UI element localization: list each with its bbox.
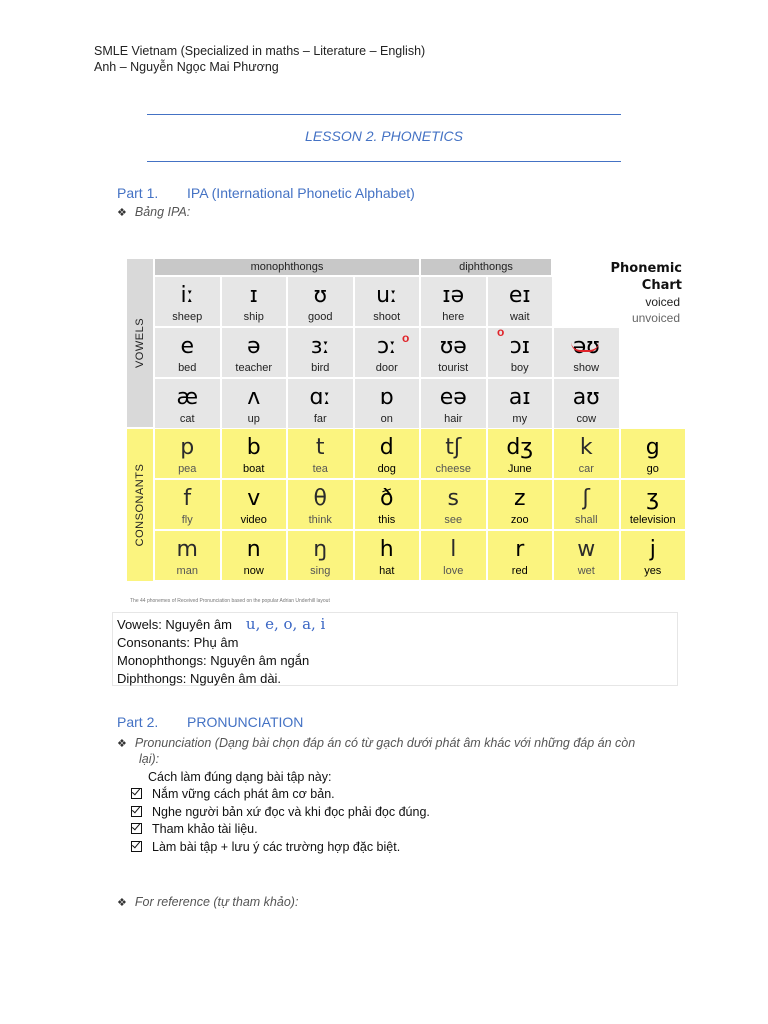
annotation-mark-boy: o bbox=[497, 325, 505, 339]
example-word: hair bbox=[444, 413, 463, 425]
example-word: yes bbox=[644, 565, 662, 577]
phoneme-symbol: m bbox=[176, 537, 198, 562]
part2-number: Part 2. bbox=[117, 714, 159, 730]
phoneme-symbol: aɪ bbox=[508, 385, 531, 410]
example-word: man bbox=[176, 565, 198, 577]
legend-voiced: voiced bbox=[645, 295, 680, 309]
diamond-bullet-icon: ❖ bbox=[117, 738, 127, 750]
note-vowels-ipa: u, e, o, a, i bbox=[245, 615, 326, 633]
phoneme-cell bbox=[287, 479, 354, 530]
example-word: sing bbox=[310, 565, 331, 577]
example-word: up bbox=[247, 413, 260, 425]
diamond-bullet-icon: ❖ bbox=[117, 207, 127, 219]
phoneme-cell bbox=[553, 479, 620, 530]
checklist-item bbox=[131, 804, 430, 822]
checklist-item-text: Nắm vững cách phát âm cơ bản. bbox=[152, 787, 335, 801]
phoneme-symbol: əʊ bbox=[572, 334, 600, 359]
checklist-item-text: Tham khảo tài liệu. bbox=[152, 822, 258, 836]
example-word: boy bbox=[510, 362, 529, 374]
phoneme-symbol: ə bbox=[246, 334, 261, 359]
phoneme-cell bbox=[287, 428, 354, 479]
example-word: wait bbox=[509, 311, 530, 323]
phoneme-cell bbox=[154, 276, 221, 327]
phoneme-symbol: w bbox=[577, 537, 596, 562]
phoneme-symbol: ɜː bbox=[310, 334, 330, 359]
checklist-item bbox=[131, 839, 430, 857]
legend-unvoiced: unvoiced bbox=[631, 311, 680, 325]
checklist-item bbox=[131, 821, 430, 839]
phoneme-symbol: n bbox=[246, 537, 261, 562]
phoneme-cell bbox=[354, 276, 421, 327]
example-word: wet bbox=[577, 565, 595, 577]
example-word: good bbox=[308, 311, 333, 323]
phoneme-cell bbox=[487, 378, 554, 429]
example-word: dog bbox=[377, 463, 396, 475]
phoneme-cell bbox=[620, 479, 687, 530]
example-word: think bbox=[308, 514, 332, 526]
note-diphthongs: Diphthongs: Nguyên âm dài. bbox=[117, 671, 282, 686]
vowels-side-label: VOWELS bbox=[126, 258, 154, 428]
phoneme-symbol: θ bbox=[313, 486, 327, 511]
example-word: my bbox=[512, 413, 528, 425]
phoneme-cell bbox=[553, 378, 620, 429]
title-rule-bottom bbox=[147, 161, 621, 162]
example-word: pea bbox=[178, 463, 197, 475]
phoneme-cell bbox=[354, 327, 421, 378]
phoneme-symbol: ð bbox=[380, 486, 394, 511]
chart-caption: The 44 phonemes of Received Pronunciation based on the popular Adrian Underhill layout bbox=[130, 598, 330, 604]
ipa-phonemic-chart bbox=[116, 234, 688, 610]
phoneme-symbol: ɪə bbox=[442, 283, 465, 308]
example-word: June bbox=[507, 463, 532, 475]
phoneme-symbol: aʊ bbox=[572, 385, 600, 410]
phoneme-cell bbox=[487, 276, 554, 327]
phoneme-cell bbox=[354, 479, 421, 530]
example-word: love bbox=[443, 565, 464, 577]
phoneme-cell bbox=[221, 327, 288, 378]
phoneme-cell bbox=[620, 530, 687, 581]
phoneme-cell bbox=[221, 428, 288, 479]
phoneme-symbol: v bbox=[247, 486, 261, 511]
example-word: cow bbox=[576, 413, 597, 425]
part2-title: PRONUNCIATION bbox=[187, 714, 304, 730]
phoneme-symbol: eɪ bbox=[508, 283, 531, 308]
example-word: cat bbox=[179, 413, 195, 425]
phoneme-symbol: ɒ bbox=[379, 385, 394, 410]
phoneme-symbol: ʌ bbox=[247, 385, 261, 410]
phoneme-symbol: ʃ bbox=[582, 486, 590, 511]
phoneme-cell bbox=[420, 530, 487, 581]
phoneme-cell bbox=[487, 428, 554, 479]
note-vowels-text: Vowels: Nguyên âm bbox=[117, 617, 232, 632]
phoneme-symbol: e bbox=[180, 334, 195, 359]
checklist-item bbox=[131, 786, 430, 804]
phoneme-symbol: k bbox=[579, 435, 593, 460]
reference-text: For reference (tự tham khảo): bbox=[134, 895, 299, 909]
checklist bbox=[131, 786, 430, 856]
diamond-bullet-icon: ❖ bbox=[117, 897, 127, 909]
note-monophthongs: Monophthongs: Nguyên âm ngắn bbox=[117, 653, 310, 668]
phoneme-symbol: d bbox=[379, 435, 394, 460]
method-intro: Cách làm đúng dạng bài tập này: bbox=[148, 770, 332, 784]
part2-heading bbox=[117, 714, 303, 730]
example-word: on bbox=[380, 413, 393, 425]
example-word: show bbox=[573, 362, 600, 374]
phoneme-cell bbox=[154, 479, 221, 530]
phoneme-cell bbox=[487, 530, 554, 581]
reference-bullet bbox=[117, 895, 298, 909]
checkbox-checked-icon bbox=[131, 841, 142, 852]
phoneme-cell bbox=[221, 479, 288, 530]
phoneme-symbol: æ bbox=[176, 385, 199, 410]
example-word: here bbox=[442, 311, 465, 323]
example-word: bed bbox=[178, 362, 197, 374]
phoneme-cell bbox=[620, 428, 687, 479]
part1-number: Part 1. bbox=[117, 185, 159, 201]
checklist-item-text: Làm bài tập + lưu ý các trường hợp đặc biệt. bbox=[152, 839, 401, 854]
example-word: door bbox=[375, 362, 398, 374]
phoneme-symbol: ɪ bbox=[249, 283, 258, 308]
phoneme-symbol: ɔː bbox=[377, 334, 397, 359]
example-word: fly bbox=[181, 514, 193, 526]
phoneme-symbol: b bbox=[246, 435, 261, 460]
example-word: hat bbox=[379, 565, 395, 577]
phoneme-cell bbox=[354, 378, 421, 429]
phoneme-cell bbox=[287, 276, 354, 327]
lesson-title: LESSON 2. PHONETICS bbox=[305, 128, 463, 144]
phoneme-symbol: ʒ bbox=[646, 486, 660, 511]
example-word: tourist bbox=[438, 362, 469, 374]
example-word: far bbox=[313, 413, 327, 425]
checklist-item-text: Nghe người bản xứ đọc và khi đọc phải đọc đúng. bbox=[152, 804, 430, 819]
phoneme-cell bbox=[420, 479, 487, 530]
example-word: go bbox=[646, 463, 659, 475]
example-word: now bbox=[243, 565, 264, 577]
example-word: video bbox=[240, 514, 267, 526]
phoneme-cell bbox=[287, 530, 354, 581]
phoneme-symbol: p bbox=[180, 435, 195, 460]
phoneme-symbol: uː bbox=[376, 283, 398, 308]
annotation-mark-door: o bbox=[402, 331, 410, 345]
example-word: shoot bbox=[373, 311, 401, 323]
phoneme-cell bbox=[154, 530, 221, 581]
example-word: boat bbox=[243, 463, 265, 475]
phoneme-cell bbox=[354, 428, 421, 479]
checkbox-checked-icon bbox=[131, 823, 142, 834]
phoneme-symbol: f bbox=[183, 486, 192, 511]
phoneme-symbol: j bbox=[649, 537, 656, 562]
header-line-2: Anh – Nguyễn Ngọc Mai Phương bbox=[94, 60, 279, 74]
part2-bullet-line1: Pronunciation (Dạng bài chọn đáp án có từ gạch dưới phát âm khác với những đáp án còn bbox=[134, 736, 636, 750]
note-consonants: Consonants: Phụ âm bbox=[117, 635, 239, 650]
consonants-side-label: CONSONANTS bbox=[126, 428, 154, 582]
phoneme-cell bbox=[221, 530, 288, 581]
part2-bullet bbox=[117, 735, 677, 753]
phoneme-symbol: ʊ bbox=[313, 283, 328, 308]
phoneme-symbol: l bbox=[450, 537, 457, 562]
checkbox-checked-icon bbox=[131, 788, 142, 799]
part1-bullet bbox=[117, 205, 190, 219]
legend-title-phonemic: Phonemic bbox=[610, 261, 682, 276]
phoneme-symbol: h bbox=[379, 537, 394, 562]
phoneme-symbol: z bbox=[513, 486, 526, 511]
note-vowels bbox=[117, 615, 673, 634]
notes-box bbox=[112, 612, 678, 686]
example-word: sheep bbox=[172, 311, 203, 323]
phoneme-cell bbox=[553, 428, 620, 479]
phoneme-cell bbox=[420, 378, 487, 429]
phoneme-cell bbox=[287, 378, 354, 429]
example-word: teacher bbox=[235, 362, 273, 374]
part1-title: IPA (International Phonetic Alphabet) bbox=[187, 185, 415, 201]
phoneme-cell bbox=[221, 378, 288, 429]
phoneme-symbol: ɔɪ bbox=[509, 334, 530, 359]
phoneme-symbol: g bbox=[645, 435, 660, 460]
title-rule-top bbox=[147, 114, 621, 115]
phoneme-cell bbox=[553, 530, 620, 581]
phoneme-cell bbox=[420, 428, 487, 479]
phoneme-cell bbox=[354, 530, 421, 581]
phoneme-cell bbox=[420, 327, 487, 378]
phoneme-cell bbox=[287, 327, 354, 378]
phoneme-symbol: s bbox=[447, 486, 459, 511]
phoneme-symbol: ŋ bbox=[313, 537, 328, 562]
legend-title-chart: Chart bbox=[641, 278, 682, 293]
phoneme-cell bbox=[154, 327, 221, 378]
diphthongs-header: diphthongs bbox=[420, 258, 552, 276]
example-word: this bbox=[378, 514, 396, 526]
phoneme-cell bbox=[154, 428, 221, 479]
example-word: see bbox=[444, 514, 463, 526]
part2-bullet-line2: lại): bbox=[139, 752, 160, 766]
phoneme-cell bbox=[154, 378, 221, 429]
part1-bullet-text: Bảng IPA: bbox=[134, 205, 191, 219]
header-line-1: SMLE Vietnam (Specialized in maths – Literature – English) bbox=[94, 44, 426, 58]
checkbox-checked-icon bbox=[131, 806, 142, 817]
example-word: bird bbox=[311, 362, 330, 374]
phoneme-cell bbox=[553, 327, 620, 378]
example-word: ship bbox=[243, 311, 264, 323]
phoneme-cell bbox=[221, 276, 288, 327]
phoneme-symbol: iː bbox=[180, 283, 195, 308]
example-word: shall bbox=[574, 514, 598, 526]
phoneme-symbol: tʃ bbox=[445, 435, 462, 460]
phoneme-symbol: r bbox=[515, 537, 525, 562]
phoneme-symbol: dʒ bbox=[506, 435, 534, 460]
part1-heading bbox=[117, 185, 415, 201]
phoneme-cell bbox=[420, 276, 487, 327]
example-word: red bbox=[511, 565, 528, 577]
example-word: television bbox=[629, 514, 676, 526]
phoneme-symbol: ɑː bbox=[309, 385, 331, 410]
phoneme-cell bbox=[487, 479, 554, 530]
example-word: tea bbox=[312, 463, 328, 475]
example-word: car bbox=[578, 463, 594, 475]
example-word: cheese bbox=[435, 463, 471, 475]
phoneme-symbol: ʊə bbox=[439, 334, 467, 359]
monophthongs-header: monophthongs bbox=[154, 258, 420, 276]
phoneme-symbol: t bbox=[315, 435, 325, 460]
example-word: zoo bbox=[510, 514, 529, 526]
phoneme-symbol: eə bbox=[439, 385, 467, 410]
